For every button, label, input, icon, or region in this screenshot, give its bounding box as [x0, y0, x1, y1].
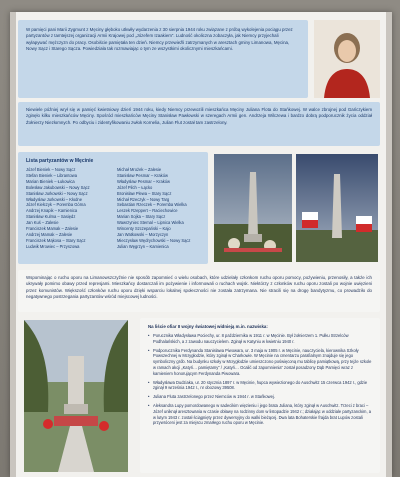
partisan-list-item: Józef Kiełczyk – Poremba Górna [26, 202, 86, 208]
partisan-list-item: Marian Sojka – Stary Sącz [117, 214, 166, 220]
partisan-list-item: Wawrzyniec Stemal – Lipnica Wielka [117, 220, 184, 226]
poster-frame-left [10, 12, 16, 477]
partisan-list-item: Mieczysław Wędrychowski – Nowy Sącz [117, 237, 191, 243]
partisan-list-item: Andrzej Knapik – Kamienica [26, 208, 78, 214]
julian-flut-panel [18, 102, 380, 146]
partisan-list-item: Franciszek Mąkosa – Stary Sącz [26, 237, 86, 243]
war-victim-entry: • Podporucznika Ferdynanda Stanisława Piwowara, ur. 3 maja w 1905 r. w Męcinie, nauczyciela, kierownika Szkoły Powszechnej w Mcrygłodzie, który zginął w Charkowie. W Męcinie na cmentarzu parafialnym znajduje się jego symboliczny grób. Na budynku szkoły w Mcrygłodzie umieszczono poświęconą mu tablicę pamiątkową, przy tejże szkole w ramach akcji „Katyń… pamiętamy” / „Katyń… Ocalić od zapomnienia” został posadzony Dąb Pamięci wraz z kamieniem honorującym Ferdynanda Piwowara. [148, 348, 372, 377]
partisan-list-column-2 [117, 167, 200, 250]
partisan-list-item: Marian Bieniek – Łukowica [26, 178, 75, 184]
partisan-list-item: Stanisław Jurkowski – Nowy Sącz [26, 190, 88, 196]
war-victims-heading: Na liście ofiar II wojny światowej widnieją m.in. nazwiska: [148, 324, 268, 329]
partisan-list-item: Michał Mrożek – Zalesie [117, 167, 162, 172]
partisan-list-panel [18, 152, 208, 264]
partisan-list-item: Andrzej Mamak – Zalesie [26, 231, 73, 237]
partisan-list-title: Lista partyzantów w Męcinie [26, 158, 94, 164]
partisan-list-item: Michał Rzeczyk – Nowy Targ [117, 196, 170, 202]
war-victims-list [148, 333, 372, 426]
war-victim-entry: • Porucznika Władysława Pociechy, ur. 8 października w 1911 r. w Męcinie. Był żołnierzem 1. Pułku Strzelców Podhalańskich, a z zawodu nauczycielem. Zginął w Katyniu w kwietniu 1940 r. [148, 333, 372, 345]
partisan-list-item: Władysław Pesmar – Kraków [117, 178, 171, 184]
war-victim-entry: • Juliana Fluta zastrzelonego przez Niemców w 1944 r. w Stańkowej. [148, 394, 372, 400]
portrait-illustration [314, 20, 380, 98]
partisan-list-item: Leszek Rzeppert – Raciechowice [117, 208, 178, 214]
remember-panel [18, 270, 380, 312]
poster-frame-right [386, 12, 392, 477]
war-victim-entry: • Władysława Dudziaka, ur. 20 stycznia 1897 r. w Męcinie, hupca wywiezionego do Auschwitz 15 czerwca 1942 r., gdzie zginął 9 września 1942 r., nr obozowy 39508. [148, 380, 372, 392]
partisan-list-item: Stanisław Pesmar – Kraków [117, 172, 168, 178]
portrait-photo [314, 20, 380, 98]
partisan-list-item: Sebastian Rzeczek – Poremba Wielka [117, 202, 187, 208]
memorial-illustration [24, 320, 128, 472]
war-victim-entry: • Aleksandra Lupy pomordowanego w sadecikim więzieniu i jego brata Juliana, który zginął w Auschwitz. Trzeci z braci – Józef uniknął aresztowania w czasie obławy na rodzinny dom w listopadzie 1942 r.; działając w oddziale partyzanckim, a w lutym 1943 r. został ściągnięty przez dywersyjny do walki bieżącej. Dwa lata Bohaterskie frajda brat Lupów zostali przywróceni jest za miejscu zmarłego ruchu oporu w Męcinie. [148, 403, 372, 426]
partisan-list-item: Stefan Bieniek – Librantowa [26, 172, 77, 178]
partisan-list-item: Józef Bieniek – Nowy Sącz [26, 167, 76, 172]
partisan-list-item: Ludwik Mrowiec – Przyszowa [26, 243, 80, 249]
war-victims-panel [140, 318, 380, 473]
partisan-list-column-1 [26, 167, 109, 250]
intro-text: W pamięci pani Marii Zygmunt z Męciny głęboko utkwiły wydarzenia z 30 sierpnia 1944 roku związane z próbą wykolejenia pociągu przez partyzantów z tamtejszej organizacji Armii Krajowej pod „Józefem Izaakiem”. Ludność okoliczna zobaczyła, jak Niemcy przyjechali wyłapywać mężczyzn do pracy. Osobiście pamiętała ten dzień. Niemcy przewieźli zatrzymanych w aresztach gminy Limanowa, Męcina, Nowy Sącz i Starego Sącza. Powiedziała tak rozmawiając o tym ze wszystkimi okolicznymi mieszkańcami. [26, 27, 293, 51]
intro-panel [18, 20, 308, 98]
monument-illustration-1 [214, 154, 292, 262]
partisan-list-item: Józef Pilch – Łącko [117, 184, 153, 190]
memorial-photo [24, 320, 128, 472]
monument-photo-2 [296, 154, 378, 262]
partisan-list-item: Władysław Jurkowski – Kłodne [26, 196, 82, 202]
partisan-list-item: Franciszek Mamak – Zalesie [26, 226, 79, 232]
monument-photo-1 [214, 154, 292, 262]
partisan-list-item: Julian Węgrzyn – Kamienica [117, 243, 169, 249]
remember-text: Wspominając o ruchu oporu na Limanowszczyźnie nie sposób zapomnieć o wielu osobach, które udzielały członkom ruchu oporu pomocy, pożywieniu, przenosiły, a także ich ukrywały pomimo obawy przed represjami. Mieszkańcy dostarczali im pożywienie i informowali o ruchach wojsk. Niektórzy z członków ruchu oporu zostali po wojnie uwięzieni przez komunistów. Większość członków ruchu oporu dzięki wsparciu lokalnej społeczności nie została zatrzymana. Nie stracili się na drogę bandytyzmu, co prowadziło do negatywnego postrzegania partyzantów wśród miejscowej ludności. [26, 275, 372, 299]
partisan-list-item: Bolesław Jakubowski – Nowy Sącz [26, 184, 90, 190]
partisan-list-item: Wincenty Szczepański – Kajo [117, 226, 171, 232]
partisan-list-item: Stanisław Kulma – Sasiędz [26, 214, 76, 220]
partisan-list-item: Jan Kuś – Zalesie [26, 220, 59, 226]
partisan-list-item: Jan Watkowski – Morzyczyn [117, 231, 169, 237]
exhibition-poster [10, 12, 392, 477]
julian-flut-text: Niewiele później wrył się w pamięć kwietniowy dzień 1944 roku, kiedy Niemcy przewozili mieszkańca Męciny Juliana Flota do Stańkowej. W walce zbrojnej pod Gańczykiem zginęło kilku mieszkańców Męciny. Spośród mieszkańców Męciny Stanisław Pawłowski w szeregach Armii gen. Andrzeja Wilczewa i bardzo dobrą podporucznik życia oddział Żołnierzy Niezłomnych. Po odbyciu i zidentyfikowaniu zwłok Kornelia, Julian Flut został tam zastrzelony. [26, 107, 372, 125]
monument-illustration-2 [296, 154, 378, 262]
partisan-list-item: Bronisław Plewa – Stary Sącz [117, 190, 172, 196]
